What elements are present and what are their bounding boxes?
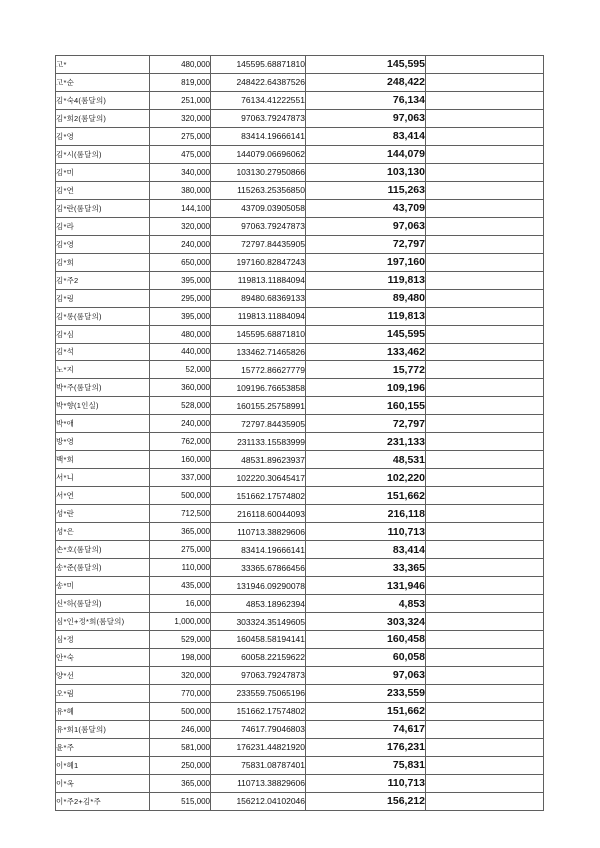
- table-row: [56, 253, 544, 271]
- cell-name: 유*혜: [56, 702, 150, 720]
- cell-calculated: 97063.79247873: [211, 217, 306, 235]
- cell-name: 고*: [56, 56, 150, 74]
- table-row: [56, 666, 544, 684]
- cell-amount: 144,100: [150, 199, 211, 217]
- cell-amount: 480,000: [150, 325, 211, 343]
- table-row: [56, 451, 544, 469]
- cell-amount: 240,000: [150, 415, 211, 433]
- cell-amount: 240,000: [150, 235, 211, 253]
- cell-name: 서*니: [56, 469, 150, 487]
- cell-amount: 198,000: [150, 648, 211, 666]
- cell-total: 176,231: [306, 738, 426, 756]
- cell-total: 303,324: [306, 613, 426, 631]
- cell-total: 72,797: [306, 235, 426, 253]
- cell-empty: [426, 451, 544, 469]
- table-row: [56, 577, 544, 595]
- cell-empty: [426, 199, 544, 217]
- cell-empty: [426, 343, 544, 361]
- cell-total: 151,662: [306, 487, 426, 505]
- cell-calculated: 4853.18962394: [211, 595, 306, 613]
- cell-name: 김*영: [56, 127, 150, 145]
- cell-amount: 337,000: [150, 469, 211, 487]
- cell-empty: [426, 684, 544, 702]
- table-row: [56, 397, 544, 415]
- cell-amount: 581,000: [150, 738, 211, 756]
- cell-total: 43,709: [306, 199, 426, 217]
- table-row: [56, 792, 544, 810]
- cell-total: 145,595: [306, 325, 426, 343]
- cell-amount: 251,000: [150, 91, 211, 109]
- cell-total: 248,422: [306, 73, 426, 91]
- cell-empty: [426, 235, 544, 253]
- cell-calculated: 233559.75065196: [211, 684, 306, 702]
- contribution-table: [55, 55, 544, 811]
- cell-name: 손*호(롬달의): [56, 541, 150, 559]
- cell-calculated: 72797.84435905: [211, 415, 306, 433]
- cell-calculated: 83414.19666141: [211, 541, 306, 559]
- table-row: [56, 738, 544, 756]
- table-row: [56, 217, 544, 235]
- cell-total: 83,414: [306, 127, 426, 145]
- cell-empty: [426, 433, 544, 451]
- cell-amount: 380,000: [150, 181, 211, 199]
- cell-amount: 320,000: [150, 217, 211, 235]
- cell-amount: 360,000: [150, 379, 211, 397]
- cell-empty: [426, 56, 544, 74]
- cell-name: 이*주2+김*주: [56, 792, 150, 810]
- table-row: [56, 379, 544, 397]
- cell-name: 김*링: [56, 289, 150, 307]
- cell-empty: [426, 559, 544, 577]
- cell-total: 160,458: [306, 631, 426, 649]
- cell-amount: 440,000: [150, 343, 211, 361]
- cell-total: 216,118: [306, 505, 426, 523]
- cell-calculated: 145595.68871810: [211, 56, 306, 74]
- cell-calculated: 110713.38829606: [211, 774, 306, 792]
- cell-empty: [426, 738, 544, 756]
- cell-empty: [426, 217, 544, 235]
- cell-total: 60,058: [306, 648, 426, 666]
- table-row: [56, 56, 544, 74]
- cell-amount: 275,000: [150, 127, 211, 145]
- table-row: [56, 702, 544, 720]
- cell-amount: 320,000: [150, 666, 211, 684]
- cell-empty: [426, 595, 544, 613]
- cell-total: 156,212: [306, 792, 426, 810]
- table-row: [56, 559, 544, 577]
- cell-total: 197,160: [306, 253, 426, 271]
- cell-empty: [426, 271, 544, 289]
- cell-empty: [426, 774, 544, 792]
- cell-name: 김*석: [56, 343, 150, 361]
- cell-calculated: 97063.79247873: [211, 666, 306, 684]
- cell-total: 131,946: [306, 577, 426, 595]
- cell-total: 4,853: [306, 595, 426, 613]
- cell-name: 유*희1(롬달의): [56, 720, 150, 738]
- cell-calculated: 102220.30645417: [211, 469, 306, 487]
- cell-name: 양*선: [56, 666, 150, 684]
- cell-total: 97,063: [306, 666, 426, 684]
- cell-calculated: 197160.82847243: [211, 253, 306, 271]
- cell-empty: [426, 631, 544, 649]
- cell-empty: [426, 523, 544, 541]
- cell-amount: 275,000: [150, 541, 211, 559]
- cell-name: 김*연: [56, 181, 150, 199]
- cell-empty: [426, 109, 544, 127]
- cell-calculated: 75831.08787401: [211, 756, 306, 774]
- cell-amount: 16,000: [150, 595, 211, 613]
- cell-calculated: 216118.60044093: [211, 505, 306, 523]
- table-row: [56, 595, 544, 613]
- cell-amount: 819,000: [150, 73, 211, 91]
- cell-total: 110,713: [306, 523, 426, 541]
- cell-calculated: 160155.25758991: [211, 397, 306, 415]
- cell-name: 고*순: [56, 73, 150, 91]
- cell-amount: 529,000: [150, 631, 211, 649]
- cell-calculated: 145595.68871810: [211, 325, 306, 343]
- cell-name: 윤*주: [56, 738, 150, 756]
- cell-calculated: 156212.04102046: [211, 792, 306, 810]
- cell-empty: [426, 181, 544, 199]
- cell-amount: 480,000: [150, 56, 211, 74]
- cell-total: 15,772: [306, 361, 426, 379]
- cell-amount: 712,500: [150, 505, 211, 523]
- cell-amount: 160,000: [150, 451, 211, 469]
- cell-empty: [426, 253, 544, 271]
- cell-calculated: 248422.64387526: [211, 73, 306, 91]
- table-row: [56, 91, 544, 109]
- cell-total: 233,559: [306, 684, 426, 702]
- cell-total: 97,063: [306, 217, 426, 235]
- cell-name: 박*주(롬달의): [56, 379, 150, 397]
- cell-empty: [426, 91, 544, 109]
- cell-amount: 515,000: [150, 792, 211, 810]
- cell-total: 76,134: [306, 91, 426, 109]
- cell-empty: [426, 163, 544, 181]
- table-row: [56, 163, 544, 181]
- cell-name: 김*희: [56, 253, 150, 271]
- cell-name: 김*영: [56, 235, 150, 253]
- table-row: [56, 415, 544, 433]
- table-row: [56, 109, 544, 127]
- table-row: [56, 433, 544, 451]
- cell-empty: [426, 289, 544, 307]
- cell-calculated: 97063.79247873: [211, 109, 306, 127]
- cell-total: 119,813: [306, 307, 426, 325]
- cell-calculated: 74617.79046803: [211, 720, 306, 738]
- cell-calculated: 83414.19666141: [211, 127, 306, 145]
- cell-name: 김*시(롬달의): [56, 145, 150, 163]
- cell-total: 231,133: [306, 433, 426, 451]
- cell-empty: [426, 487, 544, 505]
- cell-name: 김*미: [56, 163, 150, 181]
- cell-calculated: 231133.15583999: [211, 433, 306, 451]
- cell-amount: 435,000: [150, 577, 211, 595]
- cell-empty: [426, 325, 544, 343]
- cell-calculated: 89480.68369133: [211, 289, 306, 307]
- cell-name: 김*란(롬달의): [56, 199, 150, 217]
- table-row: [56, 361, 544, 379]
- cell-calculated: 43709.03905058: [211, 199, 306, 217]
- cell-name: 김*주2: [56, 271, 150, 289]
- table-row: [56, 505, 544, 523]
- cell-calculated: 76134.41222551: [211, 91, 306, 109]
- table-row: [56, 307, 544, 325]
- cell-total: 151,662: [306, 702, 426, 720]
- cell-empty: [426, 415, 544, 433]
- cell-calculated: 176231.44821920: [211, 738, 306, 756]
- cell-name: 김*숙4(롬달의): [56, 91, 150, 109]
- cell-total: 89,480: [306, 289, 426, 307]
- table-row: [56, 127, 544, 145]
- cell-total: 160,155: [306, 397, 426, 415]
- cell-amount: 395,000: [150, 271, 211, 289]
- cell-total: 48,531: [306, 451, 426, 469]
- cell-amount: 365,000: [150, 774, 211, 792]
- table-row: [56, 181, 544, 199]
- cell-amount: 500,000: [150, 487, 211, 505]
- cell-total: 72,797: [306, 415, 426, 433]
- cell-empty: [426, 756, 544, 774]
- cell-name: 김*희2(롬달의): [56, 109, 150, 127]
- cell-calculated: 151662.17574802: [211, 702, 306, 720]
- cell-name: 심*인+정*희(롬달의): [56, 613, 150, 631]
- cell-calculated: 103130.27950866: [211, 163, 306, 181]
- cell-calculated: 109196.76653858: [211, 379, 306, 397]
- cell-name: 신*하(롬달의): [56, 595, 150, 613]
- cell-total: 75,831: [306, 756, 426, 774]
- cell-empty: [426, 361, 544, 379]
- cell-amount: 365,000: [150, 523, 211, 541]
- cell-empty: [426, 541, 544, 559]
- cell-calculated: 60058.22159622: [211, 648, 306, 666]
- cell-total: 109,196: [306, 379, 426, 397]
- cell-amount: 110,000: [150, 559, 211, 577]
- cell-total: 103,130: [306, 163, 426, 181]
- cell-amount: 295,000: [150, 289, 211, 307]
- table-row: [56, 541, 544, 559]
- cell-total: 110,713: [306, 774, 426, 792]
- cell-calculated: 151662.17574802: [211, 487, 306, 505]
- cell-name: 방*영: [56, 433, 150, 451]
- cell-name: 안*숙: [56, 648, 150, 666]
- cell-amount: 650,000: [150, 253, 211, 271]
- cell-name: 송*준(롬달의): [56, 559, 150, 577]
- cell-amount: 500,000: [150, 702, 211, 720]
- cell-name: 이*혜1: [56, 756, 150, 774]
- cell-name: 김*라: [56, 217, 150, 235]
- cell-calculated: 15772.86627779: [211, 361, 306, 379]
- table-row: [56, 289, 544, 307]
- cell-total: 83,414: [306, 541, 426, 559]
- table-body: [56, 56, 544, 811]
- cell-calculated: 72797.84435905: [211, 235, 306, 253]
- cell-empty: [426, 720, 544, 738]
- cell-amount: 250,000: [150, 756, 211, 774]
- table-row: [56, 613, 544, 631]
- cell-name: 송*미: [56, 577, 150, 595]
- table-row: [56, 487, 544, 505]
- table-row: [56, 774, 544, 792]
- table-row: [56, 199, 544, 217]
- cell-calculated: 33365.67866456: [211, 559, 306, 577]
- table-row: [56, 631, 544, 649]
- cell-empty: [426, 792, 544, 810]
- table-row: [56, 720, 544, 738]
- cell-total: 33,365: [306, 559, 426, 577]
- table-row: [56, 756, 544, 774]
- cell-amount: 320,000: [150, 109, 211, 127]
- cell-calculated: 133462.71465826: [211, 343, 306, 361]
- cell-calculated: 160458.58194141: [211, 631, 306, 649]
- cell-empty: [426, 127, 544, 145]
- cell-amount: 762,000: [150, 433, 211, 451]
- cell-name: 박*향(1인실): [56, 397, 150, 415]
- cell-name: 심*정: [56, 631, 150, 649]
- cell-calculated: 110713.38829606: [211, 523, 306, 541]
- cell-name: 오*림: [56, 684, 150, 702]
- cell-empty: [426, 379, 544, 397]
- table-row: [56, 684, 544, 702]
- table-row: [56, 343, 544, 361]
- table-row: [56, 325, 544, 343]
- cell-empty: [426, 397, 544, 415]
- cell-total: 115,263: [306, 181, 426, 199]
- cell-name: 백*희: [56, 451, 150, 469]
- cell-amount: 770,000: [150, 684, 211, 702]
- cell-total: 74,617: [306, 720, 426, 738]
- cell-total: 119,813: [306, 271, 426, 289]
- cell-empty: [426, 577, 544, 595]
- cell-name: 김*롱(롬달의): [56, 307, 150, 325]
- cell-name: 성*은: [56, 523, 150, 541]
- cell-calculated: 119813.11884094: [211, 307, 306, 325]
- cell-calculated: 119813.11884094: [211, 271, 306, 289]
- cell-name: 성*란: [56, 505, 150, 523]
- table-row: [56, 469, 544, 487]
- table-row: [56, 648, 544, 666]
- cell-name: 박*애: [56, 415, 150, 433]
- cell-calculated: 131946.09290078: [211, 577, 306, 595]
- cell-calculated: 115263.25356850: [211, 181, 306, 199]
- cell-name: 노*지: [56, 361, 150, 379]
- cell-calculated: 144079.06696062: [211, 145, 306, 163]
- table-row: [56, 271, 544, 289]
- cell-calculated: 303324.35149605: [211, 613, 306, 631]
- cell-amount: 246,000: [150, 720, 211, 738]
- cell-total: 145,595: [306, 56, 426, 74]
- cell-amount: 1,000,000: [150, 613, 211, 631]
- cell-empty: [426, 648, 544, 666]
- table-row: [56, 145, 544, 163]
- cell-name: 이*옥: [56, 774, 150, 792]
- cell-empty: [426, 307, 544, 325]
- cell-empty: [426, 145, 544, 163]
- cell-empty: [426, 666, 544, 684]
- cell-total: 144,079: [306, 145, 426, 163]
- cell-amount: 475,000: [150, 145, 211, 163]
- cell-total: 97,063: [306, 109, 426, 127]
- cell-empty: [426, 73, 544, 91]
- cell-total: 102,220: [306, 469, 426, 487]
- cell-empty: [426, 505, 544, 523]
- table-row: [56, 235, 544, 253]
- cell-total: 133,462: [306, 343, 426, 361]
- cell-amount: 528,000: [150, 397, 211, 415]
- table-row: [56, 523, 544, 541]
- cell-empty: [426, 702, 544, 720]
- cell-amount: 52,000: [150, 361, 211, 379]
- cell-empty: [426, 469, 544, 487]
- cell-amount: 395,000: [150, 307, 211, 325]
- cell-calculated: 48531.89623937: [211, 451, 306, 469]
- cell-name: 서*연: [56, 487, 150, 505]
- cell-amount: 340,000: [150, 163, 211, 181]
- cell-name: 김*심: [56, 325, 150, 343]
- cell-empty: [426, 613, 544, 631]
- table-row: [56, 73, 544, 91]
